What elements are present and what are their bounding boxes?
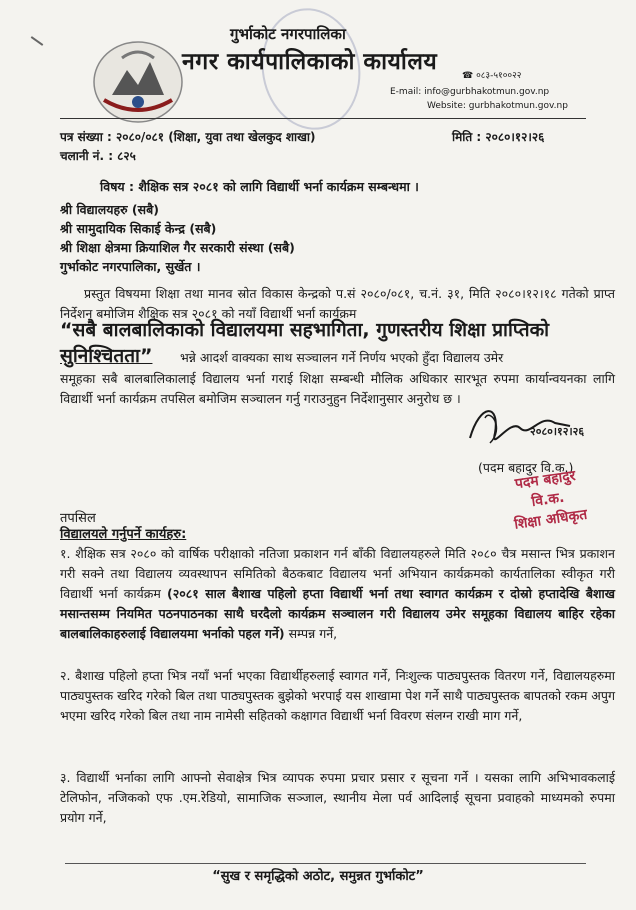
chalani-number: चलानी नं. : ८२५ [60, 149, 136, 163]
footer-rule [65, 863, 586, 864]
phone-number: ☎ ०८३-५१००२२ [462, 71, 522, 81]
stamp-line-1: पदम बहादुर वि.क. [513, 467, 577, 511]
header-rule [60, 118, 586, 119]
addressee: गुर्भाकोट नगरपालिका, सुर्खेत । [60, 259, 201, 274]
slogan-line-1: “सबै बालबालिकाको विद्यालयमा सहभागिता, गुणस्तरीय शिक्षा प्राप्तिको [60, 319, 550, 341]
letter-subject: विषय : शैक्षिक सत्र २०८१ को लागि विद्यार्थी भर्ना कार्यक्रम सम्बन्धमा । [100, 179, 419, 194]
municipality-name: गुर्भाकोट नगरपालिका [230, 25, 346, 43]
slogan-line-2: सुनिश्चितता” [60, 345, 153, 367]
list-item [60, 768, 615, 828]
addressee: श्री विद्यालयहरु (सबै) [60, 202, 159, 217]
patra-sankhya: पत्र संख्या : २०८०/०८१ (शिक्षा, युवा तथा खेलकुद शाखा) [60, 130, 316, 144]
item-bold-text: (२०८१ साल बैशाख पहिलो हप्ता विद्यार्थी भर्ना तथा स्वागत कार्यक्रम र दोस्रो हप्तादेखि बैशाख मसान्तसम्म नियमित पठनपाठनका साथै घरदैलो कार्यक्रम सञ्चालन गरी विद्यालय उमेर समूहका विद्यालय बाहिर रहेका बालबालिकाहरुलाई विद्यालयमा भर्नाको पहल गर्ने) [60, 586, 615, 641]
office-title: नगर कार्यपालिकाको कार्यालय [182, 49, 438, 75]
after-slogan-text: भन्ने आदर्श वाक्यका साथ सञ्चालन गर्ने निर्णय भएको हुँदा विद्यालय उमेर [180, 350, 504, 365]
item-text: २. बैशाख पहिलो हप्ता भित्र नयाँ भर्ना भएका विद्यार्थीहरुलाई स्वागत गर्ने, निःशुल्क पाठ्यपुस्तक वितरण गर्ने, विद्यालयहरुमा पाठ्यपुस्तक खरिद गरेको बिल तथा पाठ्यपुस्तक बुझेको भरपाई यस शाखामा पेश गर्ने साथै पाठ्यपुस्तक बापतको रकम अपुग भएमा खरिद गरेको बिल तथा नाम नामेसी सहितको कक्षागत विद्यार्थी भर्ना विवरण संलग्न राखी माग गर्ने, [60, 668, 615, 723]
list-item [60, 666, 615, 726]
pen-mark [31, 36, 44, 46]
addressee: श्री शिक्षा क्षेत्रमा क्रियाशिल गैर सरकारी संस्था (सबै) [60, 240, 295, 255]
body-continuation: समूहका सबै बालबालिकालाई विद्यालय भर्ना गराई शिक्षा सम्बन्धी मौलिक अधिकार सारभूत रुपमा कार्यान्वयनका लागि विद्यार्थी भर्ना कार्यक्रम तपसिल बमोजिम सञ्चालन गर्नु गराउनुहुन निर्देशानुसार अनुरोध छ । [60, 371, 615, 406]
signature-date: २०८०।१२।२६ [530, 425, 585, 438]
email-address: E-mail: info@gurbhakotmun.gov.np [390, 87, 550, 97]
body-paragraph: प्रस्तुत विषयमा शिक्षा तथा मानव स्रोत विकास केन्द्रको प.सं २०८०/०८१, च.नं. ३१, मिति २०८०।१२।१८ गतेको प्राप्त निर्देशन बमोजिम शैक्षिक सत्र २०८१ को नयाँ विद्यार्थी भर्ना कार्यक्रम [60, 286, 615, 321]
item-text: १. शैक्षिक सत्र २०८० को वार्षिक परीक्षाको नतिजा प्रकाशन गर्न बाँकी विद्यालयहरुले मिति २०८० चैत्र मसान्त भित्र प्रकाशन गरी सक्ने तथा विद्यालय व्यवस्थापन समितिको बैठकबाट विद्यालय भर्ना अभियान कार्यक्रमको कार्यतालिका स्वीकृत गरी विद्यार्थी भर्ना कार्यक्रम [60, 546, 615, 601]
website-address: Website: gurbhakotmun.gov.np [427, 101, 568, 111]
addressee: श्री सामुदायिक सिकाई केन्द्र (सबै) [60, 221, 217, 236]
item-tail: सम्पन्न गर्ने, [284, 626, 338, 641]
letter-date: मिति : २०८०।१२।२६ [452, 130, 545, 144]
item-text: ३. विद्यार्थी भर्नाका लागि आफ्नो सेवाक्षेत्र भित्र व्यापक रुपमा प्रचार प्रसार र सूचना गर्ने । यसका लागि अभिभावकलाई टेलिफोन, नजिकको एफ .एम.रेडियो, सामाजिक सञ्जाल, स्थानीय मेला पर्व आदिलाई सूचना प्रवाहको माध्यमको रुपमा प्रयोग गर्ने, [60, 770, 615, 825]
tapasil-heading: तपसिल [60, 511, 96, 526]
tasks-heading: विद्यालयले गर्नुपर्ने कार्यहरु: [60, 527, 187, 542]
stamp-line-2: शिक्षा अधिकृत [513, 506, 589, 533]
signer-name: (पदम बहादुर वि.क.) [478, 460, 574, 475]
nepal-emblem-logo [92, 40, 184, 124]
footer-motto: “सुख र समृद्धिको अठोट, समुन्नत गुर्भाकोट” [212, 869, 424, 884]
list-item [60, 544, 615, 644]
